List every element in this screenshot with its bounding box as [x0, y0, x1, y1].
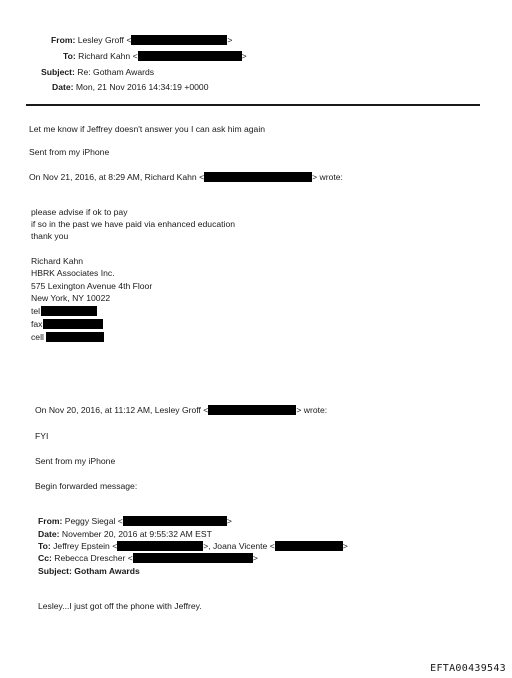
fyi-line: FYI: [35, 431, 49, 441]
quote-prefix: On Nov 21, 2016, at 8:29 AM, Richard Kahn <: [29, 172, 205, 182]
forward-to-value: Jeffrey Epstein <: [53, 541, 118, 551]
quote-header: [35, 405, 327, 416]
to-label: To:: [63, 51, 76, 61]
forward-from-value: Peggy Siegal <: [64, 516, 123, 526]
quote-suffix: > wrote:: [312, 172, 343, 182]
redaction-box: [117, 541, 203, 551]
signature-tel: [31, 306, 97, 317]
redaction-box: [46, 332, 104, 342]
forward-date-value: November 20, 2016 at 9:55:32 AM EST: [61, 529, 212, 539]
header-to: [63, 51, 247, 61]
header-divider: [26, 104, 480, 106]
subject-label: Subject:: [41, 67, 75, 77]
forward-date-label: Date:: [38, 529, 60, 539]
closing-line: Lesley...I just got off the phone with Jeffrey.: [38, 601, 202, 611]
forward-date: [38, 529, 212, 540]
forward-cc-value: Rebecca Drescher <: [54, 553, 133, 563]
tel-label: tel: [31, 306, 41, 316]
redaction-box: [123, 516, 227, 526]
signature-fax: [31, 319, 103, 330]
redaction-box: [131, 35, 227, 45]
redaction-box: [204, 172, 312, 182]
quote-suffix: > wrote:: [296, 405, 328, 415]
message-line: if so in the past we have paid via enhanced education: [31, 219, 236, 229]
angle-close: >: [227, 35, 233, 45]
subject-value: Re: Gotham Awards: [77, 67, 155, 77]
forward-from: [38, 516, 232, 527]
redaction-box: [41, 306, 97, 316]
cell-label: cell: [31, 332, 44, 342]
angle-close: >: [252, 553, 258, 563]
from-value: Lesley Groff: [77, 35, 124, 45]
sent-from-iphone: Sent from my iPhone: [35, 456, 116, 466]
sent-from-iphone: Sent from my iPhone: [29, 147, 110, 157]
forward-subject: [38, 566, 140, 577]
redaction-box: [275, 541, 343, 551]
signature-company: HBRK Associates Inc.: [31, 268, 115, 278]
header-from: [51, 35, 232, 45]
angle-close: >: [241, 51, 247, 61]
angle-open: <: [132, 51, 138, 61]
from-label: From:: [51, 35, 76, 45]
forward-from-label: From:: [38, 516, 63, 526]
redaction-box: [208, 405, 296, 415]
signature-city: New York, NY 10022: [31, 293, 111, 303]
message-line: thank you: [31, 231, 69, 241]
fax-label: fax: [31, 319, 43, 329]
redaction-box: [133, 553, 253, 563]
header-date: [52, 82, 208, 92]
forward-cc-label: Cc:: [38, 553, 52, 563]
date-value: Mon, 21 Nov 2016 14:34:19 +0000: [75, 82, 209, 92]
forward-to-value-2: >, Joana Vicente <: [203, 541, 275, 551]
message-line: please advise if ok to pay: [31, 207, 128, 217]
forward-subject-value: Gotham Awards: [74, 566, 140, 576]
forwarded-line: Begin forwarded message:: [35, 481, 138, 491]
forward-to-label: To:: [38, 541, 51, 551]
signature-cell: [31, 332, 104, 343]
bates-number: EFTA00439543: [430, 663, 506, 674]
signature-address: 575 Lexington Avenue 4th Floor: [31, 281, 153, 291]
quote-header: [29, 172, 343, 183]
to-value: Richard Kahn: [78, 51, 131, 61]
forward-subject-label: Subject:: [38, 566, 72, 576]
forward-cc: [38, 553, 258, 564]
forward-to: [38, 541, 348, 552]
angle-close: >: [342, 541, 348, 551]
angle-open: <: [126, 35, 132, 45]
quote-prefix: On Nov 20, 2016, at 11:12 AM, Lesley Groff <: [35, 405, 209, 415]
message-line: Let me know if Jeffrey doesn't answer you I can ask him again: [29, 124, 266, 134]
redaction-box: [43, 319, 103, 329]
signature-name: Richard Kahn: [31, 256, 84, 266]
date-label: Date:: [52, 82, 74, 92]
header-subject: [41, 67, 154, 77]
redaction-box: [138, 51, 242, 61]
angle-close: >: [226, 516, 232, 526]
